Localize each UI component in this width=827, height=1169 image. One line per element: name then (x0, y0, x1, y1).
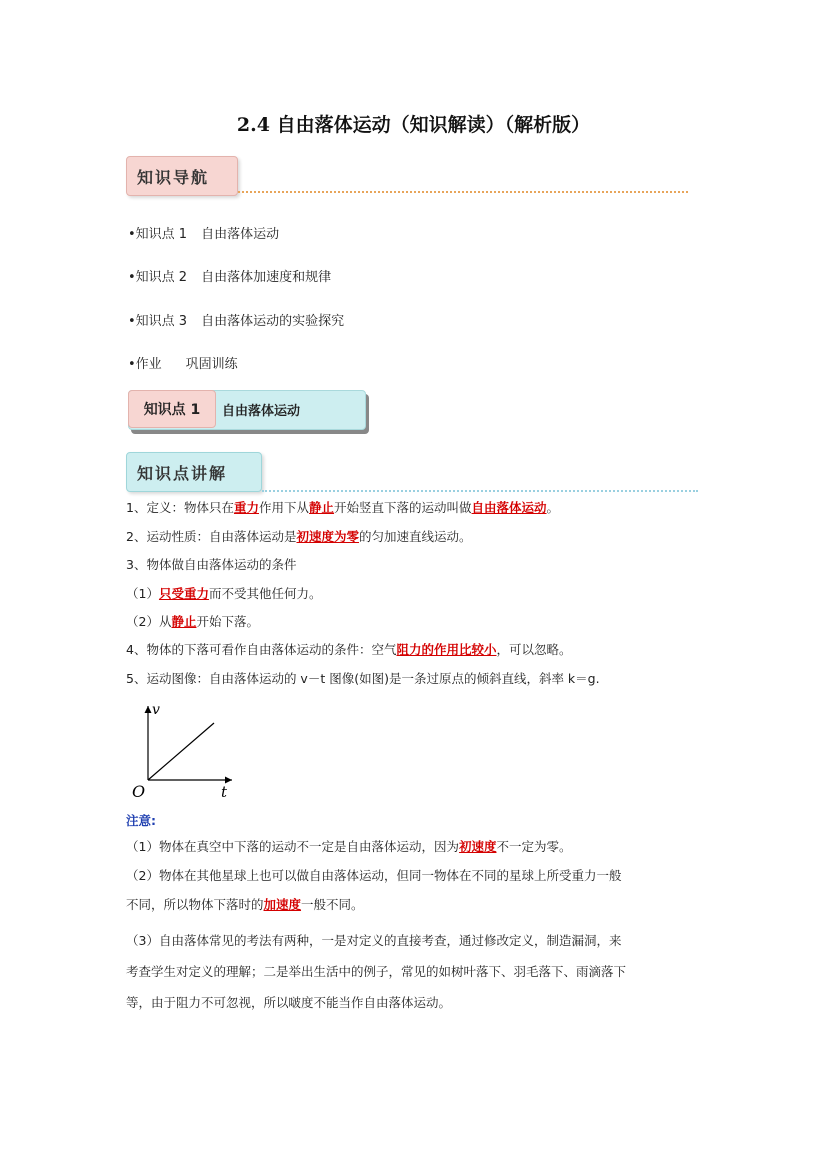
condition-2-line: （2）从静止开始下落。 (126, 614, 259, 629)
origin-label: O (132, 782, 146, 801)
note-2b: 不同，所以物体下落时的加速度一般不同。 (126, 897, 364, 912)
nav-item-3: •知识点 3 自由落体运动的实验探究 (128, 314, 345, 329)
vt-graph (128, 700, 238, 802)
nav-item-1: •知识点 1 自由落体运动 (128, 227, 280, 242)
nav-banner: 知识导航 (126, 156, 238, 196)
conditions-line: 3、物体做自由落体运动的条件 (126, 557, 297, 572)
explain-divider (262, 490, 698, 492)
note-1: （1）物体在真空中下落的运动不一定是自由落体运动，因为初速度不一定为零。 (126, 839, 572, 854)
notes-title: 注意: (126, 813, 156, 828)
kp1-tag: 知识点 1 (128, 390, 216, 428)
kp1-name: 自由落体运动 (222, 404, 301, 419)
t-axis-label: t (221, 783, 228, 801)
v-axis-label: v (152, 702, 160, 718)
note-3b: 考查学生对定义的理解；二是举出生活中的例子，常见的如树叶落下、羽毛落下、雨滴落下 (126, 964, 627, 979)
explain-banner: 知识点讲解 (126, 452, 262, 492)
definition-line: 1、定义：物体只在重力作用下从静止开始竖直下落的运动叫做自由落体运动。 (126, 500, 560, 515)
note-3c: 等，由于阻力不可忽视，所以啵度不能当作自由落体运动。 (126, 995, 452, 1010)
nav-item-homework: •作业 巩固训练 (128, 357, 238, 372)
note-2a: （2）物体在其他星球上也可以做自由落体运动，但同一物体在不同的星球上所受重力一般 (126, 868, 622, 883)
graph-description-line: 5、运动图像：自由落体运动的 v－t 图像(如图)是一条过原点的倾斜直线，斜率 k＝g. (126, 671, 600, 686)
nav-divider (238, 191, 688, 193)
note-3a: （3）自由落体常见的考法有两种，一是对定义的直接考查，通过修改定义，制造漏洞，来 (126, 933, 622, 948)
condition-1-line: （1）只受重力而不受其他任何力。 (126, 586, 322, 601)
page-title: 2.4 自由落体运动（知识解读）（解析版） (236, 114, 591, 136)
nav-item-2: •知识点 2 自由落体加速度和规律 (128, 270, 332, 285)
vt-line (148, 723, 214, 780)
motion-nature-line: 2、运动性质：自由落体运动是初速度为零的匀加速直线运动。 (126, 529, 472, 544)
approx-condition-line: 4、物体的下落可看作自由落体运动的条件：空气阻力的作用比较小，可以忽略。 (126, 642, 572, 657)
